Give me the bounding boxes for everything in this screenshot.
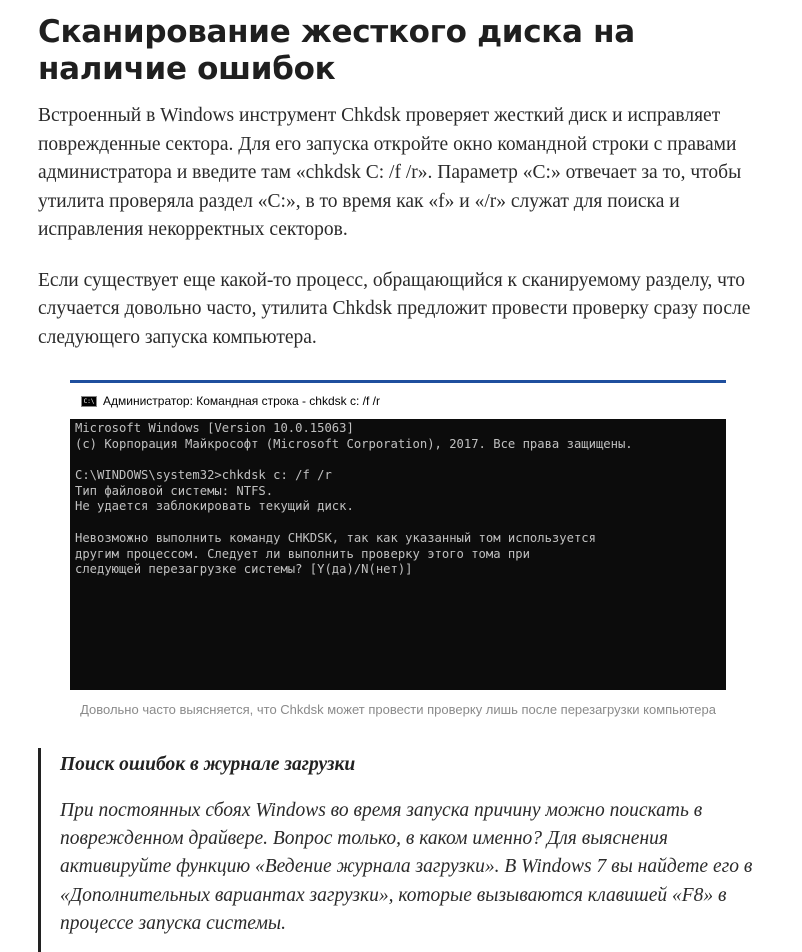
console-line (75, 515, 726, 531)
figure (70, 380, 726, 717)
article-title: Сканирование жесткого диска на наличие ошибок (38, 14, 635, 87)
console-output (70, 419, 726, 578)
note-title: Поиск ошибок в журнале загрузки (60, 754, 356, 775)
article (38, 14, 768, 352)
console-line: Не удается заблокировать текущий диск. (75, 499, 354, 514)
sidebar-note (38, 748, 768, 952)
cmd-icon: C:\ (81, 396, 97, 407)
console-line: (c) Корпорация Майкрософт (Microsoft Corporation), 2017. Все права защищены. (75, 436, 633, 451)
console-line: другим процессом. Следует ли выполнить проверку этого тома при (75, 546, 530, 561)
console-line: C:\WINDOWS\system32>chkdsk c: /f /r (75, 468, 332, 483)
cmd-window-screenshot (70, 380, 726, 690)
figure-caption: Довольно часто выясняется, что Chkdsk может провести проверку лишь после перезагрузки компьютера (80, 702, 716, 717)
console-line: Невозможно выполнить команду CHKDSK, так как указанный том используется (75, 530, 596, 545)
cmd-window-titlebar (70, 383, 726, 419)
note-text: При постоянных сбоях Windows во время запуска причину можно поискать в поврежденном драйвере. Вопрос только, в каком именно? Для выяснения активируйте функцию «Ведение журнала загрузки». В Windows 7 вы найдете его в «Дополнительных вариантах загрузки», которые вызываются клавишей «F8» в процессе запуска системы. (60, 800, 753, 934)
cmd-window-title: Администратор: Командная строка - chkdsk c: /f /r (103, 394, 380, 408)
article-paragraph-2: Если существует еще какой-то процесс, обращающийся к сканируемому разделу, что случается довольно часто, утилита Chkdsk предложит провести проверку сразу после следующего запуска компьютера. (38, 269, 751, 348)
article-paragraph-1: Встроенный в Windows инструмент Chkdsk проверяет жесткий диск и исправляет поврежденные сектора. Для его запуска откройте окно командной строки с правами администратора и введите там «chkdsk C: /f /r». Параметр «C:» отвечает за то, чтобы утилита проверяла раздел «C:», в то время как «f» и «/r» служат для поиска и исправления некорректных секторов. (38, 105, 742, 240)
console-line: Тип файловой системы: NTFS. (75, 483, 274, 498)
console-line (75, 452, 726, 468)
console-line: Microsoft Windows [Version 10.0.15063] (75, 421, 354, 435)
console-line: следующей перезагрузке системы? [Y(да)/N(нет)] (75, 562, 413, 577)
